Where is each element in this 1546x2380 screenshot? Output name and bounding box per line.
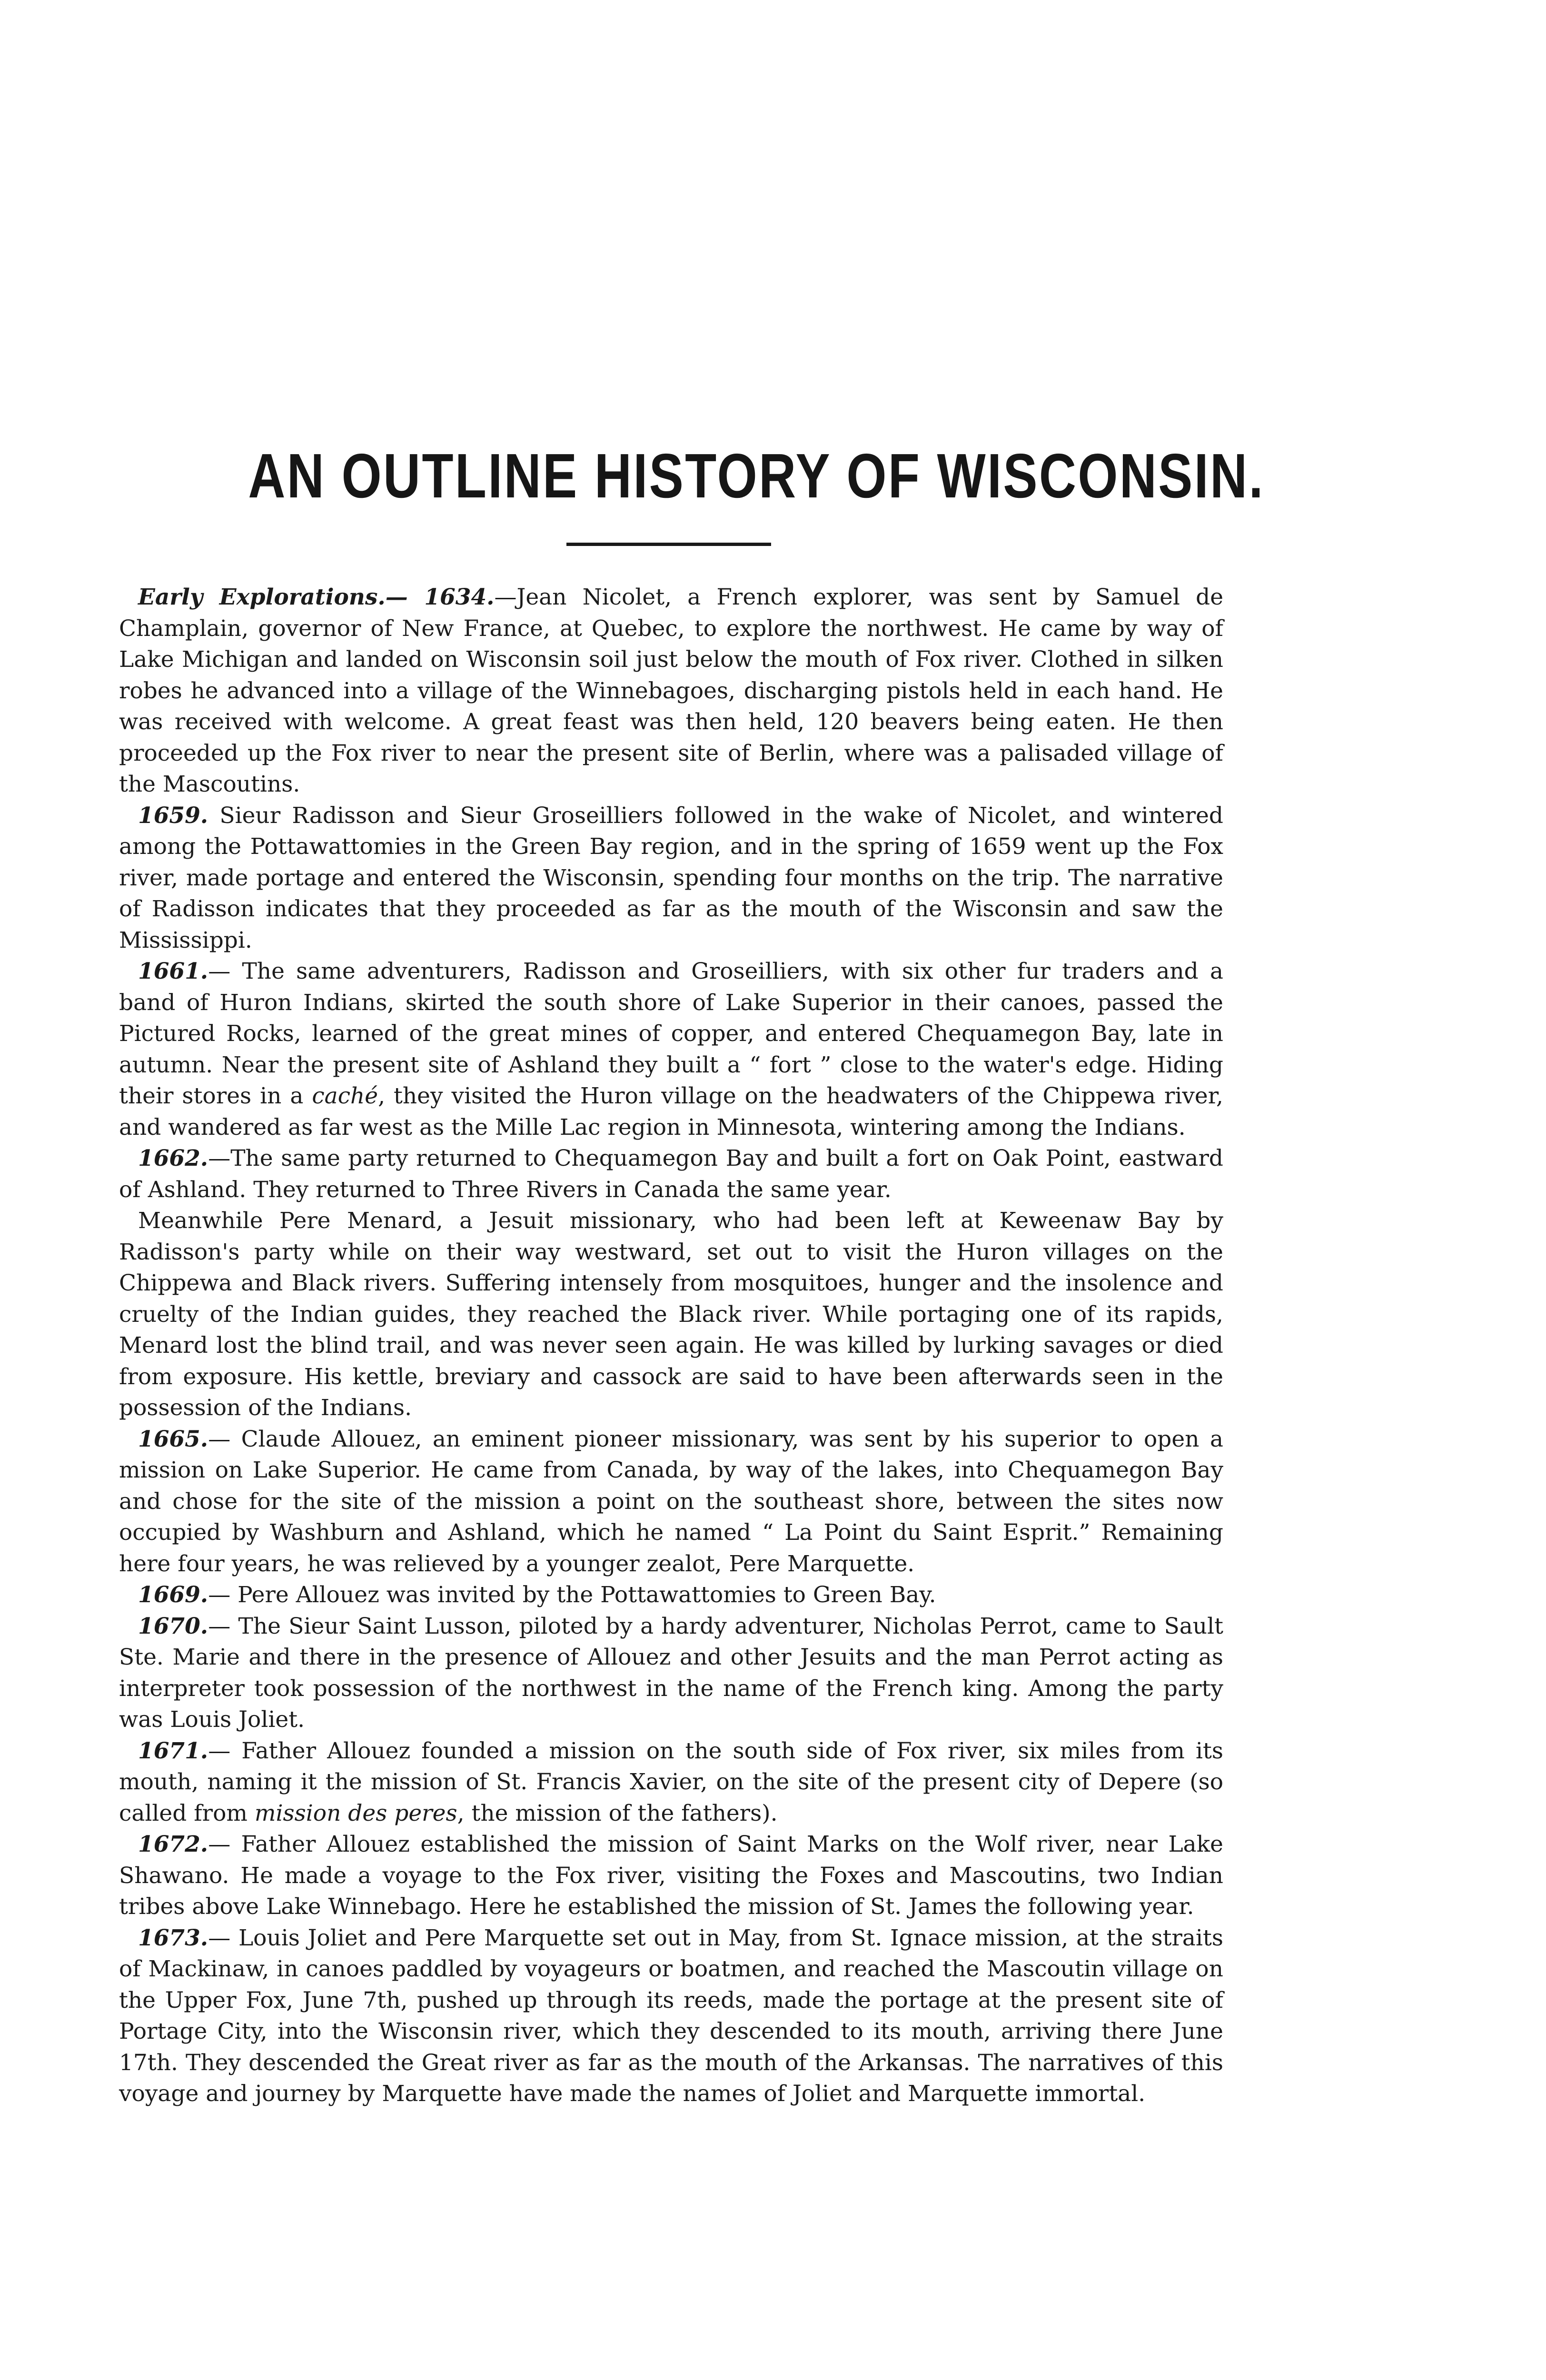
paragraph-text: — Father Allouez established the mission of Saint Marks on the Wolf river, near Lake Shawano. He made a voyage to the Fox river, visiting the Foxes and Mascoutins, two Indian tribes above Lake Winnebago. Here he established the mission of St. James the following year. — [119, 1831, 1223, 1920]
page-title: AN OUTLINE HISTORY OF WISCONSIN. — [248, 441, 1265, 511]
paragraph-text: — The Sieur Saint Lusson, piloted by a hardy adventurer, Nicholas Perrot, came to Sault Ste. Marie and there in the presence of Allouez and other Jesuits and the man Perrot acting as interpreter took possession of the northwest in the name of the French king. Among the party was Louis Joliet. — [119, 1613, 1223, 1733]
title-divider — [566, 543, 771, 546]
date-1672: 1672. — [138, 1831, 208, 1857]
paragraph-text: Meanwhile Pere Menard, a Jesuit missionary, who had been left at Keweenaw Bay by Radisson's party while on their way westward, set out to visit the Huron villages on the Chippewa and Black rivers. Suffering intensely from mosquitoes, hunger and the insolence and cruelty of the Indian guides, they reached the Black river. While portaging one of its rapids, Menard lost the blind trail, and was never seen again. He was killed by lurking savages or died from exposure. His kettle, breviary and cassock are said to have been afterwards seen in the possession of the Indians. — [119, 1208, 1223, 1421]
italic-term: caché — [312, 1083, 378, 1109]
date-1634: — 1634. — [385, 584, 495, 610]
paragraph-text: — Pere Allouez was invited by the Pottawattomies to Green Bay. — [208, 1582, 936, 1608]
date-1671: 1671. — [138, 1737, 208, 1764]
paragraph-1669 — [119, 1579, 1223, 1611]
paragraph-text: Sieur Radisson and Sieur Groseilliers followed in the wake of Nicolet, and wintered among the Pottawattomies in the Green Bay region, and in the spring of 1659 went up the Fox river, made portage and entered the Wisconsin, spending four months on the trip. The narrative of Radisson indicates that they proceeded as far as the mouth of the Wisconsin and saw the Mississippi. — [119, 802, 1223, 953]
paragraph-1672 — [119, 1829, 1223, 1923]
article-body — [119, 582, 1223, 2110]
paragraph-text: — Father Allouez founded a mission on the south side of Fox river, six miles from its mouth, naming it the mission of St. Francis Xavier, on the site of the present city of Depere (so called from — [119, 1737, 1223, 1826]
section-heading: Early Explorations. — [138, 584, 386, 610]
date-1661: 1661. — [138, 958, 208, 984]
date-1673: 1673. — [138, 1924, 208, 1951]
paragraph-text: —The same party returned to Chequamegon Bay and built a fort on Oak Point, eastward of Ashland. They returned to Three Rivers in Canada the same year. — [119, 1145, 1223, 1203]
paragraph-early-explorations — [119, 582, 1223, 800]
paragraph-menard — [119, 1205, 1223, 1424]
paragraph-1659 — [119, 800, 1223, 956]
paragraph-1661 — [119, 956, 1223, 1143]
paragraph-text: —Jean Nicolet, a French explorer, was sent by Samuel de Champlain, governor of New France, at Quebec, to explore the northwest. He came by way of Lake Michigan and landed on Wisconsin soil just below the mouth of Fox river. Clothed in silken robes he advanced into a village of the Winnebagoes, discharging pistols held in each hand. He was received with welcome. A great feast was then held, 120 beavers being eaten. He then proceeded up the Fox river to near the present site of Berlin, where was a palisaded village of the Mascoutins. — [119, 584, 1224, 797]
paragraph-1665 — [119, 1424, 1223, 1580]
italic-term: mission des peres — [254, 1800, 457, 1826]
paragraph-text: — The same adventurers, Radisson and Groseilliers, with six other fur traders and a band of Huron Indians, skirted the south shore of Lake Superior in their canoes, passed the Pictured Rocks, learned of the great mines of copper, and entered Chequamegon Bay, late in autumn. Near the present site of Ashland they built a “ fort ” close to the water's edge. Hiding their stores in a — [119, 958, 1223, 1109]
date-1659: 1659. — [138, 802, 208, 829]
paragraph-text-continued: , they visited the Huron village on the headwaters of the Chippewa river, and wandered as far west as the Mille Lac region in Minnesota, wintering among the Indians. — [119, 1083, 1223, 1140]
paragraph-1671 — [119, 1735, 1223, 1829]
date-1662: 1662. — [138, 1145, 208, 1171]
date-1669: 1669. — [138, 1582, 208, 1608]
paragraph-1673 — [119, 1923, 1223, 2110]
date-1670: 1670. — [138, 1613, 208, 1639]
paragraph-text-continued: , the mission of the fathers). — [457, 1800, 778, 1826]
date-1665: 1665. — [138, 1426, 208, 1452]
paragraph-text: — Louis Joliet and Pere Marquette set out in May, from St. Ignace mission, at the straits of Mackinaw, in canoes paddled by voyageurs or boatmen, and reached the Mascoutin village on the Upper Fox, June 7th, pushed up through its reeds, made the portage at the present site of Portage City, into the Wisconsin river, which they descended to its mouth, arriving there June 17th. They descended the Great river as far as the mouth of the Arkansas. The narratives of this voyage and journey by Marquette have made the names of Joliet and Marquette immortal. — [119, 1924, 1223, 2107]
paragraph-1670 — [119, 1611, 1223, 1735]
paragraph-text: — Claude Allouez, an eminent pioneer missionary, was sent by his superior to open a mission on Lake Superior. He came from Canada, by way of the lakes, into Chequamegon Bay and chose for the site of the mission a point on the southeast shore, between the sites now occupied by Washburn and Ashland, which he named “ La Point du Saint Esprit.” Remaining here four years, he was relieved by a younger zealot, Pere Marquette. — [119, 1426, 1223, 1577]
paragraph-1662 — [119, 1143, 1223, 1205]
